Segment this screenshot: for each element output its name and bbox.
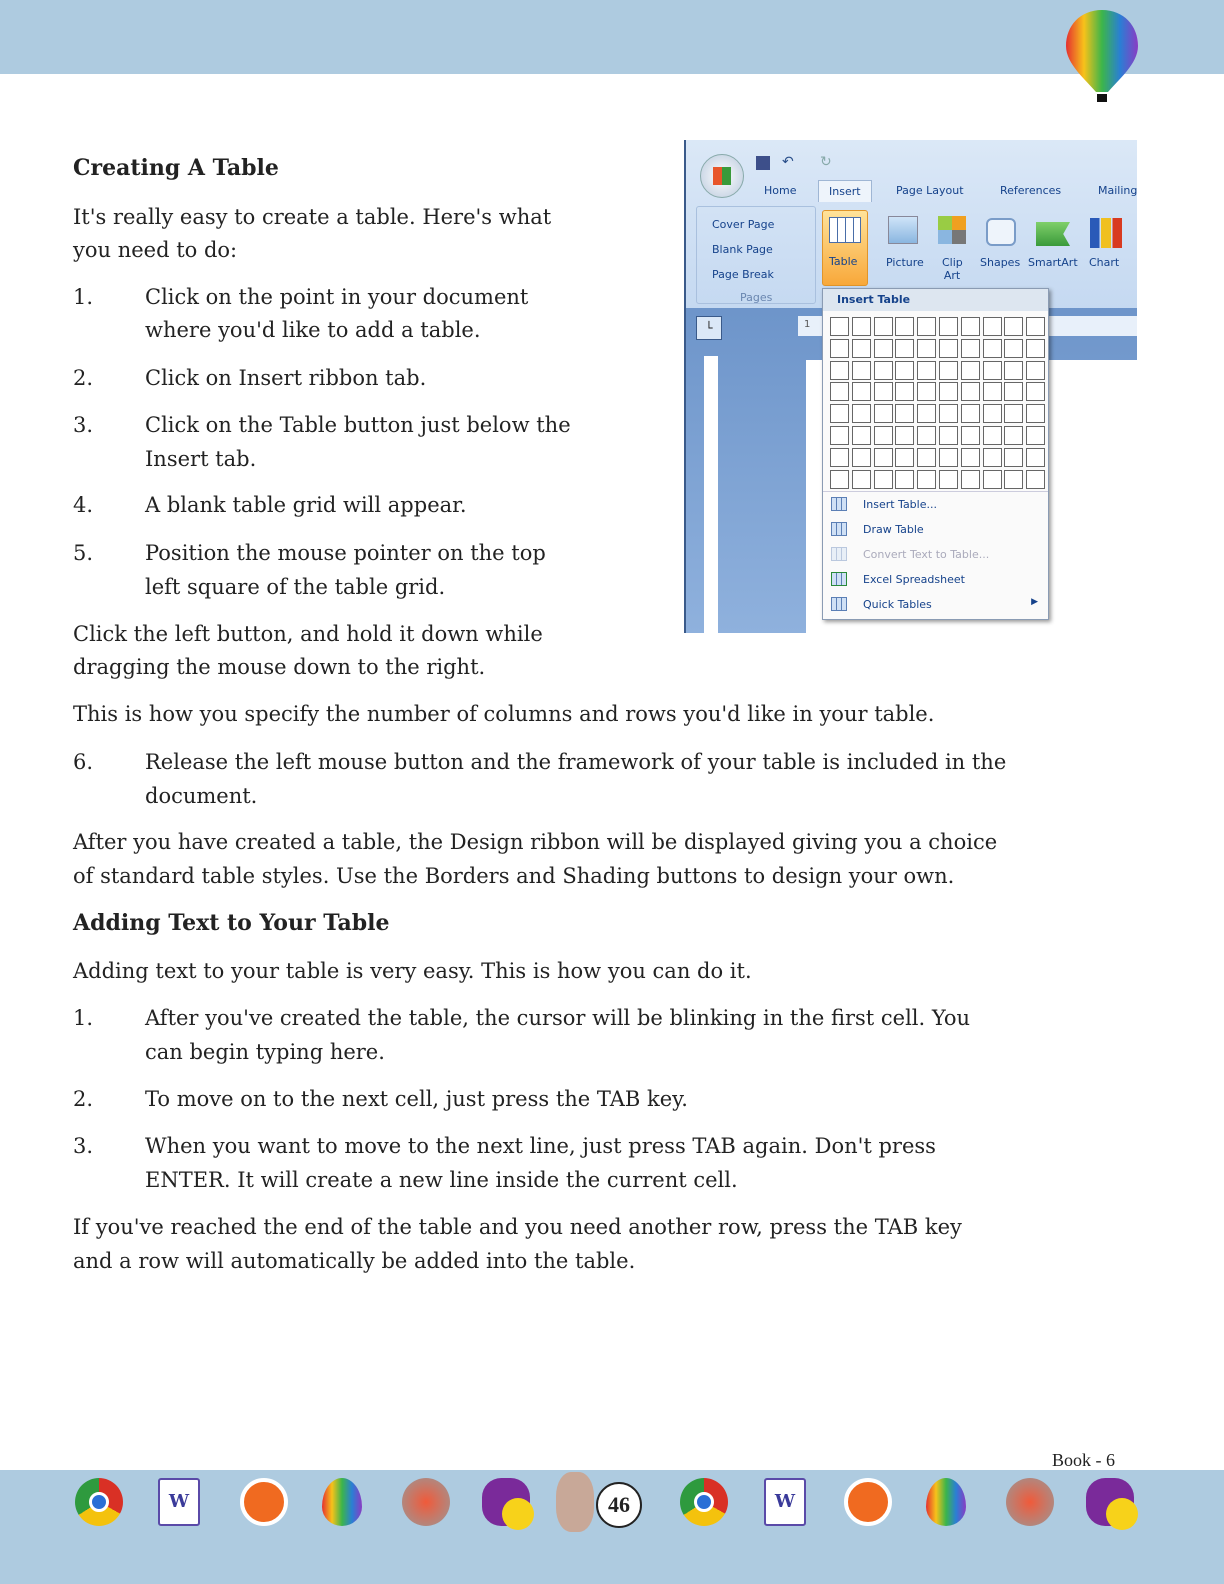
flame-app-icon bbox=[1006, 1478, 1054, 1526]
grid-cell[interactable] bbox=[917, 339, 936, 358]
grid-cell[interactable] bbox=[961, 339, 980, 358]
grid-cell[interactable] bbox=[983, 361, 1002, 380]
section-heading: Adding Text to Your Table bbox=[73, 910, 390, 936]
list-item: can begin typing here. bbox=[145, 1040, 385, 1064]
insert-table-dropdown bbox=[822, 288, 1049, 620]
grid-cell[interactable] bbox=[961, 317, 980, 336]
grid-cell[interactable] bbox=[983, 382, 1002, 401]
grid-cell[interactable] bbox=[895, 470, 914, 489]
grid-cell[interactable] bbox=[874, 339, 893, 358]
grid-cell[interactable] bbox=[874, 470, 893, 489]
grid-cell[interactable] bbox=[830, 448, 849, 467]
draw-table-icon bbox=[831, 522, 847, 536]
grid-cell[interactable] bbox=[1026, 404, 1045, 423]
grid-cell[interactable] bbox=[1004, 382, 1023, 401]
grid-cell[interactable] bbox=[874, 382, 893, 401]
horizontal-ruler: 1 bbox=[798, 316, 1137, 336]
grid-cell[interactable] bbox=[895, 317, 914, 336]
clip-art-icon bbox=[938, 216, 966, 244]
chart-icon bbox=[1090, 218, 1122, 248]
grid-cell[interactable] bbox=[983, 448, 1002, 467]
paragraph: If you've reached the end of the table and you need another row, press the TAB key bbox=[73, 1215, 962, 1239]
grid-cell[interactable] bbox=[917, 317, 936, 336]
picture-button[interactable]: Picture bbox=[886, 256, 924, 269]
list-number: 5. bbox=[73, 541, 94, 565]
grid-cell[interactable] bbox=[874, 361, 893, 380]
list-item: Click on the point in your document bbox=[145, 285, 529, 309]
paragraph: It's really easy to create a table. Here's what bbox=[73, 205, 552, 229]
grid-cell[interactable] bbox=[939, 470, 958, 489]
list-number: 3. bbox=[73, 413, 94, 437]
yahoo-messenger-icon bbox=[1086, 1478, 1134, 1526]
grid-cell[interactable] bbox=[1004, 404, 1023, 423]
grid-cell[interactable] bbox=[830, 317, 849, 336]
grid-cell[interactable] bbox=[1004, 470, 1023, 489]
grid-cell[interactable] bbox=[939, 404, 958, 423]
chrome-icon bbox=[75, 1478, 123, 1526]
grid-cell[interactable] bbox=[961, 448, 980, 467]
grid-cell[interactable] bbox=[852, 448, 871, 467]
grid-cell[interactable] bbox=[852, 382, 871, 401]
grid-cell[interactable] bbox=[830, 404, 849, 423]
list-item: left square of the table grid. bbox=[145, 575, 446, 599]
submenu-arrow-icon: ▶ bbox=[1031, 597, 1038, 607]
grid-cell[interactable] bbox=[895, 361, 914, 380]
balloon-icon bbox=[322, 1478, 362, 1526]
hot-air-balloon-logo-icon bbox=[1064, 8, 1140, 104]
list-number: 1. bbox=[73, 1006, 94, 1030]
grid-cell[interactable] bbox=[852, 317, 871, 336]
list-item: When you want to move to the next line, just press TAB again. Don't press bbox=[145, 1134, 936, 1158]
grid-cell[interactable] bbox=[874, 426, 893, 445]
list-item: After you've created the table, the cursor will be blinking in the first cell. You bbox=[145, 1006, 971, 1030]
list-item: To move on to the next cell, just press the TAB key. bbox=[145, 1087, 688, 1111]
grid-cell[interactable] bbox=[830, 382, 849, 401]
grid-cell[interactable] bbox=[1026, 317, 1045, 336]
grid-cell[interactable] bbox=[874, 317, 893, 336]
redo-icon[interactable]: ↻ bbox=[820, 154, 832, 170]
grid-cell[interactable] bbox=[830, 470, 849, 489]
grid-cell[interactable] bbox=[1004, 339, 1023, 358]
menu-item-excel-spreadsheet[interactable]: Excel Spreadsheet bbox=[823, 568, 1048, 593]
grid-cell[interactable] bbox=[895, 426, 914, 445]
flame-app-icon bbox=[402, 1478, 450, 1526]
list-item: Release the left mouse button and the framework of your table is included in the bbox=[145, 750, 1007, 774]
header-band bbox=[0, 0, 1224, 74]
grid-cell[interactable] bbox=[1026, 382, 1045, 401]
table-button[interactable]: Table bbox=[822, 210, 868, 286]
tab-references[interactable]: References bbox=[1000, 184, 1062, 197]
grid-cell[interactable] bbox=[983, 404, 1002, 423]
paragraph: Adding text to your table is very easy. This is how you can do it. bbox=[73, 959, 752, 983]
grid-cell[interactable] bbox=[939, 317, 958, 336]
table-grid[interactable] bbox=[830, 317, 1045, 489]
grid-cell[interactable] bbox=[830, 361, 849, 380]
grid-cell[interactable] bbox=[939, 426, 958, 445]
list-item: Insert tab. bbox=[145, 447, 257, 471]
list-number: 3. bbox=[73, 1134, 94, 1158]
list-item: Click on Insert ribbon tab. bbox=[145, 366, 427, 390]
grid-cell[interactable] bbox=[852, 404, 871, 423]
grid-cell[interactable] bbox=[1004, 361, 1023, 380]
grid-cell[interactable] bbox=[852, 361, 871, 380]
grid-cell[interactable] bbox=[852, 426, 871, 445]
paragraph: After you have created a table, the Design ribbon will be displayed giving you a choice bbox=[73, 830, 998, 854]
menu-item-quick-tables[interactable]: Quick Tables ▶ bbox=[823, 593, 1048, 618]
grid-cell[interactable] bbox=[961, 470, 980, 489]
grid-cell[interactable] bbox=[939, 361, 958, 380]
table-icon bbox=[831, 597, 847, 611]
shapes-icon bbox=[986, 218, 1016, 246]
grid-cell[interactable] bbox=[895, 339, 914, 358]
list-item: Position the mouse pointer on the top bbox=[145, 541, 546, 565]
pages-group-label: Pages bbox=[740, 291, 773, 304]
grid-cell[interactable] bbox=[830, 339, 849, 358]
table-icon bbox=[829, 217, 861, 243]
paragraph: dragging the mouse down to the right. bbox=[73, 655, 486, 679]
ribbon bbox=[686, 140, 1137, 308]
word-icon: W bbox=[764, 1478, 806, 1526]
grid-cell[interactable] bbox=[1004, 448, 1023, 467]
tab-home[interactable]: Home bbox=[764, 184, 797, 197]
briefcase-app-icon bbox=[844, 1478, 892, 1526]
grid-cell[interactable] bbox=[983, 470, 1002, 489]
grid-cell[interactable] bbox=[830, 426, 849, 445]
grid-cell[interactable] bbox=[983, 426, 1002, 445]
menu-item-insert-table[interactable]: Insert Table... bbox=[823, 493, 1048, 518]
paragraph: you need to do: bbox=[73, 238, 238, 262]
undo-icon[interactable]: ↶ bbox=[782, 154, 794, 170]
word-insert-table-screenshot bbox=[684, 140, 1137, 633]
grid-cell[interactable] bbox=[939, 382, 958, 401]
page-number: 46 bbox=[596, 1482, 642, 1528]
smartart-button[interactable]: SmartArt bbox=[1028, 256, 1078, 269]
grid-cell[interactable] bbox=[917, 404, 936, 423]
grid-cell[interactable] bbox=[917, 448, 936, 467]
grid-cell[interactable] bbox=[1004, 426, 1023, 445]
grid-cell[interactable] bbox=[852, 470, 871, 489]
shapes-button[interactable]: Shapes bbox=[980, 256, 1021, 269]
grid-cell[interactable] bbox=[983, 339, 1002, 358]
grid-cell[interactable] bbox=[961, 361, 980, 380]
page-break-button[interactable]: Page Break bbox=[712, 268, 774, 281]
grid-cell[interactable] bbox=[852, 339, 871, 358]
list-number: 6. bbox=[73, 750, 94, 774]
picture-icon bbox=[888, 216, 918, 244]
tab-mailings[interactable]: Mailing bbox=[1098, 184, 1137, 197]
grid-cell[interactable] bbox=[939, 339, 958, 358]
balloon-icon bbox=[926, 1478, 966, 1526]
table-icon bbox=[831, 497, 847, 511]
save-icon[interactable] bbox=[756, 156, 770, 170]
grid-cell[interactable] bbox=[895, 404, 914, 423]
yahoo-messenger-icon bbox=[482, 1478, 530, 1526]
dropdown-title: Insert Table bbox=[823, 289, 1048, 311]
tab-stop-selector[interactable]: └ bbox=[696, 316, 722, 340]
grid-cell[interactable] bbox=[917, 426, 936, 445]
grid-cell[interactable] bbox=[874, 448, 893, 467]
menu-item-convert-text: Convert Text to Table... bbox=[823, 543, 1048, 568]
tab-insert[interactable]: Insert bbox=[818, 180, 872, 202]
grid-cell[interactable] bbox=[895, 382, 914, 401]
grid-cell[interactable] bbox=[917, 382, 936, 401]
list-item: document. bbox=[145, 784, 258, 808]
grid-cell[interactable] bbox=[874, 404, 893, 423]
vertical-ruler bbox=[704, 356, 718, 633]
book-label: Book - 6 bbox=[1052, 1450, 1115, 1470]
paragraph: This is how you specify the number of columns and rows you'd like in your table. bbox=[73, 702, 935, 726]
paragraph: of standard table styles. Use the Borders and Shading buttons to design your own. bbox=[73, 864, 955, 888]
grid-cell[interactable] bbox=[917, 470, 936, 489]
list-number: 2. bbox=[73, 366, 94, 390]
list-number: 4. bbox=[73, 493, 94, 517]
blank-page-button[interactable]: Blank Page bbox=[712, 243, 773, 256]
grid-cell[interactable] bbox=[961, 382, 980, 401]
paragraph: Click the left button, and hold it down while bbox=[73, 622, 543, 646]
convert-icon bbox=[831, 547, 847, 561]
grid-cell[interactable] bbox=[961, 426, 980, 445]
excel-icon bbox=[831, 572, 847, 586]
mouse-mascot-icon bbox=[556, 1472, 594, 1532]
smartart-icon bbox=[1036, 222, 1070, 246]
cover-page-button[interactable]: Cover Page bbox=[712, 218, 775, 231]
clip-art-button[interactable]: Clip Art bbox=[942, 256, 963, 282]
grid-cell[interactable] bbox=[1026, 426, 1045, 445]
section-heading: Creating A Table bbox=[73, 155, 279, 181]
paragraph: and a row will automatically be added into the table. bbox=[73, 1249, 636, 1273]
office-logo-icon bbox=[713, 167, 731, 185]
list-item: where you'd like to add a table. bbox=[145, 318, 481, 342]
menu-item-draw-table[interactable]: Draw Table bbox=[823, 518, 1048, 543]
chart-button[interactable]: Chart bbox=[1089, 256, 1120, 269]
word-icon: W bbox=[158, 1478, 200, 1526]
grid-cell[interactable] bbox=[983, 317, 1002, 336]
office-button[interactable] bbox=[700, 154, 744, 198]
list-number: 1. bbox=[73, 285, 94, 309]
grid-cell[interactable] bbox=[1026, 361, 1045, 380]
tab-page-layout[interactable]: Page Layout bbox=[896, 184, 964, 197]
grid-cell[interactable] bbox=[1026, 339, 1045, 358]
briefcase-app-icon bbox=[240, 1478, 288, 1526]
grid-cell[interactable] bbox=[895, 448, 914, 467]
list-item: A blank table grid will appear. bbox=[145, 493, 467, 517]
list-item: Click on the Table button just below the bbox=[145, 413, 571, 437]
grid-cell[interactable] bbox=[1004, 317, 1023, 336]
grid-cell[interactable] bbox=[1026, 470, 1045, 489]
list-number: 2. bbox=[73, 1087, 94, 1111]
grid-cell[interactable] bbox=[917, 361, 936, 380]
grid-cell[interactable] bbox=[939, 448, 958, 467]
list-item: ENTER. It will create a new line inside the current cell. bbox=[145, 1168, 738, 1192]
grid-cell[interactable] bbox=[961, 404, 980, 423]
grid-cell[interactable] bbox=[1026, 448, 1045, 467]
chrome-icon bbox=[680, 1478, 728, 1526]
